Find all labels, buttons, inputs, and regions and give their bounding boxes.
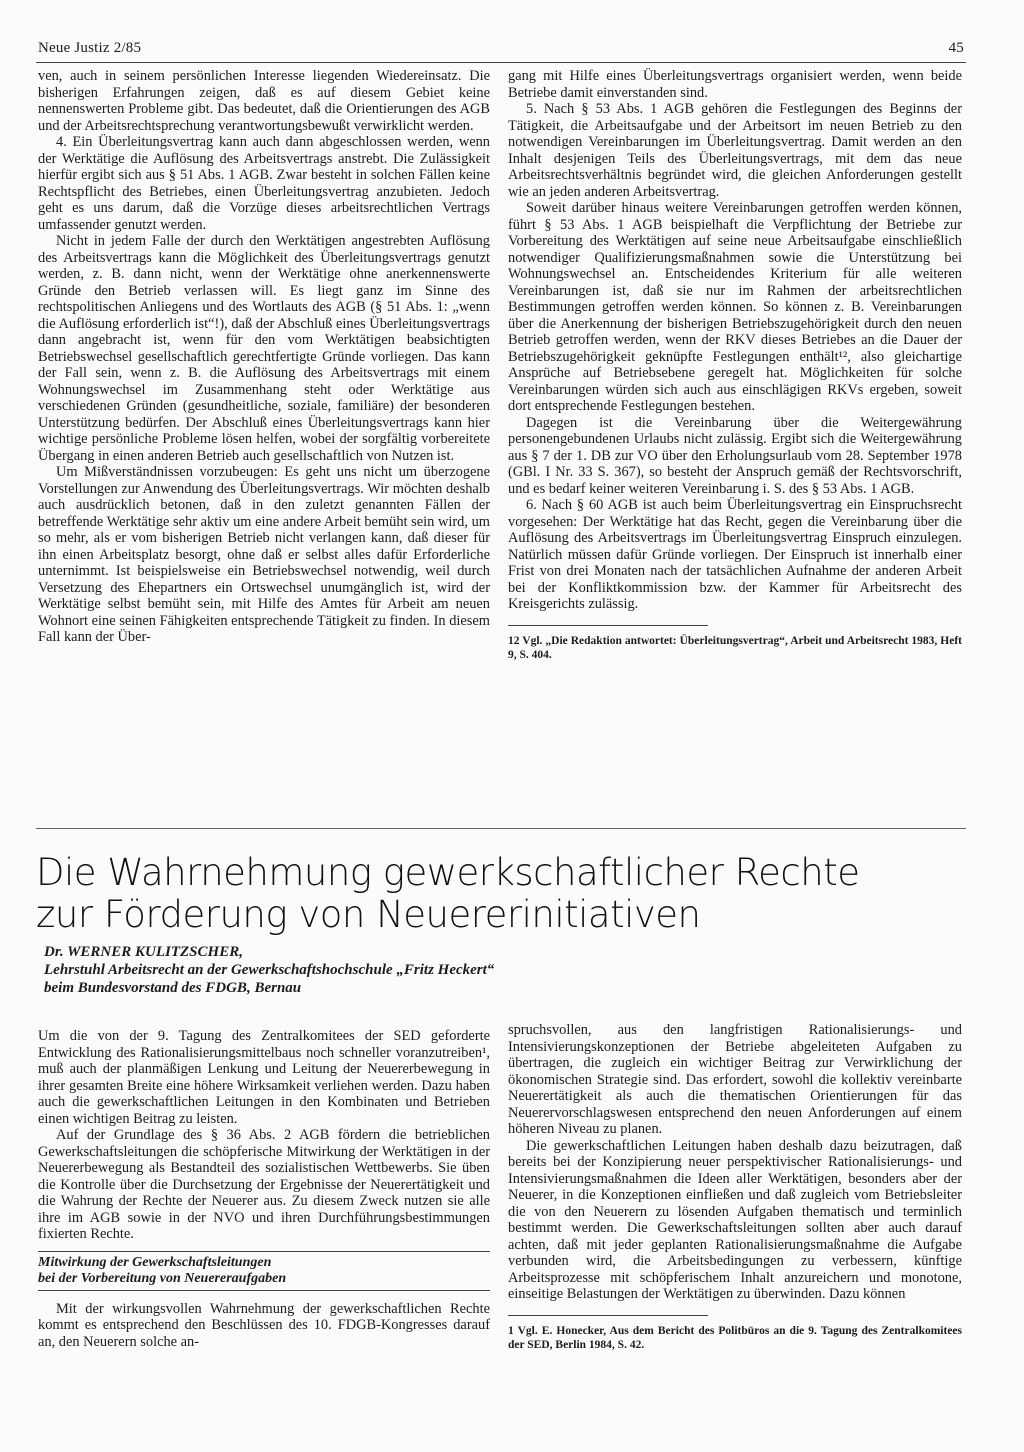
author-affiliation: beim Bundesvorstand des FDGB, Bernau: [44, 980, 302, 996]
paragraph: 5. Nach § 53 Abs. 1 AGB gehören die Festlegungen des Beginns der Tätigkeit, die Arbeitsaufgabe und der Arbeitsort im neuen Betrieb zu den notwendigen Vereinbarungen im Überleitungsvertrag. Damit werden an den Inhalt desjenigen Teils des Überleitungsvertrags, mit dem das neue Arbeitsrechtsverhältnis begründet wird, die gleichen Anforderungen gestellt wie an jeden anderen Arbeitsvertrag.: [508, 101, 962, 200]
footnote: 1 Vgl. E. Honecker, Aus dem Bericht des Politbüros an die 9. Tagung des Zentralkomitees der SED, Berlin 1984, S. 42.: [508, 1324, 962, 1351]
paragraph: Die gewerkschaftlichen Leitungen haben deshalb dazu beizutragen, daß bereits bei der Konzipierung neuer perspektivischer Rationalisierungs- und Intensivierungsmaßnahmen die Ideen aller Werktätigen, besonders aber der Neuerer, in die Konzeptionen einfließen und daß zugleich vom Betriebsleiter die von den Neuerern zu lösenden Aufgaben thematisch und terminlich bestimmt werden. Die Gewerkschaftsleitungen sollten aber auch darauf achten, daß mit jeder geplanten Rationalisierungsmaßnahme die Aufgabe verbunden wird, die Arbeitsbedingungen zu verbessern, künftige Arbeitsprozesse mit schöpferischem Inhalt anzureichern und monotone, einseitige Belastungen der Werktätigen zu überwinden. Dazu können: [508, 1137, 962, 1302]
upper-column-left: [38, 68, 490, 646]
article-column-right: [508, 1022, 962, 1352]
article-title: [36, 852, 976, 936]
paragraph: Nicht in jedem Falle der durch den Werktätigen angestrebten Auflösung des Arbeitsvertrags kann die Möglichkeit des Überleitungsvertrags genutzt werden, z. B. dann nicht, wenn der Werktätige ohne anerkennenswerte Gründe den Betrieb verlassen will. Es liegt ganz im Sinne des rechtspolitischen Anliegens und des Wortlauts des AGB (§ 51 Abs. 1: „wenn die Auflösung erforderlich ist“!), daß der Abschluß eines Überleitungsvertrags dann angebracht ist, wenn für den vom Werktätigen beabsichtigten Betriebswechsel gesellschaftlich gerechtfertigte Gründe vorliegen. Das kann der Fall sein, wenn z. B. die Auflösung des Arbeitsvertrags mit einem Wohnungswechsel im Zusammenhang steht oder Werktätige aus verschiedenen Gründen (gesundheitliche, soziale, familiäre) der besonderen Unterstützung bedürfen. Der Abschluß eines Überleitungsvertrags kann hier wichtige persönliche Probleme lösen helfen, wobei der sorgfältig vorbereitete Übergang in einen anderen Betrieb auch gesellschaftlich von Nutzen ist.: [38, 233, 490, 464]
paragraph: Soweit darüber hinaus weitere Vereinbarungen getroffen werden können, führt § 53 Abs. 1 AGB beispielhaft die Verpflichtung der Betriebe zur Vorbereitung des Werktätigen auf seine neue Arbeitsaufgabe einschließlich notwendiger Qualifizierungsmaßnahmen sowie die Unterstützung bei Wohnungswechsel an. Entscheidendes Kriterium für alle weiteren Vereinbarungen ist, daß sie nur im Rahmen der arbeitsrechtlichen Bestimmungen getroffen werden können. So können z. B. Vereinbarungen über die Anerkennung der bisherigen Betriebszugehörigkeit durch den neuen Betrieb getroffen werden, wenn der RKV dieses Betriebes an die Dauer der Betriebszugehörigkeit geknüpfte Festlegungen enthält¹², also gleichartige Ansprüche auf Betriebsebene geregelt hat. Möglichkeiten für solche Vereinbarungen würden sich auch aus einschlägigen RKVs ergeben, soweit dort entsprechende Festlegungen bestehen.: [508, 200, 962, 414]
page-number: 45: [948, 40, 964, 56]
article-title-line: zur Förderung von Neuererinitiativen: [36, 893, 701, 936]
upper-column-right: [508, 68, 962, 662]
footnote-rule: [508, 1315, 708, 1316]
subheading-line: Mitwirkung der Gewerkschaftsleitungen: [38, 1254, 272, 1270]
article-title-line: Die Wahrnehmung gewerkschaftlicher Rechte: [36, 851, 860, 894]
footnote: 12 Vgl. „Die Redaktion antwortet: Überleitungsvertrag“, Arbeit und Arbeitsrecht 1983, Heft 9, S. 404.: [508, 634, 962, 661]
header-rule: [36, 62, 966, 63]
subheading: [38, 1251, 490, 1291]
paragraph: 4. Ein Überleitungsvertrag kann auch dann abgeschlossen werden, wenn der Werktätige die Auflösung des Arbeitsvertrags anstrebt. Die Zulässigkeit hierfür ergibt sich aus § 51 Abs. 1 AGB. Zwar besteht in solchen Fällen keine Rechtspflicht des Betriebes, einen Überleitungsvertrag anzubieten. Jedoch geht es uns darum, daß die Vorzüge dieses arbeitsrechtlichen Vertrags umfassender genutzt werden.: [38, 134, 490, 233]
paragraph: spruchsvollen, aus den langfristigen Rationalisierungs- und Intensivierungskonzeptionen der Betriebe abgeleiteten Aufgaben zu übertragen, die zugleich ein wichtiger Beitrag zur Verwirklichung der ökonomischen Strategie sind. Das erfordert, sowohl die kollektiv vereinbarte Neuerertätigkeit als auch die thematischen Orientierungen für das Neuerervorschlagswesen entsprechend den neuen Anforderungen auf einem höheren Niveau zu planen.: [508, 1022, 962, 1137]
article-column-left: [38, 1028, 490, 1350]
author-affiliation: Lehrstuhl Arbeitsrecht an der Gewerkschaftshochschule „Fritz Heckert“: [44, 962, 495, 978]
subheading-line: bei der Vorbereitung von Neuereraufgaben: [38, 1270, 287, 1286]
paragraph: Um Mißverständnissen vorzubeugen: Es geht uns nicht um überzogene Vorstellungen zur Anwendung des Überleitungsvertrags. Wir möchten deshalb auch ausdrücklich betonen, daß in den zuletzt genannten Fällen der betreffende Werktätige sehr aktiv um eine andere Arbeit bemüht sein wird, um so mehr, als er vom bisherigen Betrieb nicht verlangen kann, daß dieser für ihn einen Arbeitsplatz besorgt, ohne daß er selbst alles dafür Erforderliche unternimmt. Ist beispielsweise ein Betriebswechsel notwendig, weil durch Versetzung des Ehepartners ein Ortswechsel unumgänglich ist, wird der Werktätige selbst bemüht sein, mit Hilfe des Amtes für Arbeit am neuen Wohnort eine seinen Fähigkeiten entsprechende Tätigkeit zu finden. In diesem Fall kann der Über-: [38, 464, 490, 645]
journal-header: Neue Justiz 2/85: [38, 40, 142, 56]
author-block: [44, 943, 984, 997]
author-name: Dr. WERNER KULITZSCHER,: [44, 944, 243, 960]
paragraph: Mit der wirkungsvollen Wahrnehmung der gewerkschaftlichen Rechte kommt es entsprechend den Beschlüssen des 10. FDGB-Kongresses darauf an, den Neuerern solche an-: [38, 1300, 490, 1350]
footnote-rule: [508, 625, 708, 626]
section-divider: [36, 828, 966, 829]
paragraph: Um die von der 9. Tagung des Zentralkomitees der SED geforderte Entwicklung des Rationalisierungsmittelbaus noch schneller voranzutreiben¹, muß auch der planmäßigen Lenkung und Leitung der Neuererbewegung in ihrer gesamten Breite eine höhere Wirksamkeit verliehen werden. Dazu haben auch die gewerkschaftlichen Leitungen in den Kombinaten und Betrieben einen wichtigen Beitrag zu leisten.: [38, 1028, 490, 1127]
paragraph: Auf der Grundlage des § 36 Abs. 2 AGB fördern die betrieblichen Gewerkschaftsleitungen die schöpferische Mitwirkung der Werktätigen in der Neuererbewegung als Bestandteil des sozialistischen Wettbewerbs. Sie üben die Kontrolle über die Durchsetzung der Ergebnisse der Neuerertätigkeit und die Wahrung der Rechte der Neuerer aus. Zu diesem Zweck nutzen sie alle ihre im AGB sowie in der NVO und ihren Durchführungsbestimmungen fixierten Rechte.: [38, 1127, 490, 1242]
paragraph: Dagegen ist die Vereinbarung über die Weitergewährung personengebundenen Urlaubs nicht zulässig. Ergibt sich die Weitergewährung aus § 7 der 1. DB zur VO über den Erholungsurlaub vom 28. September 1978 (GBl. I Nr. 33 S. 367), so besteht der Anspruch gemäß der Rechtsvorschrift, und es bedarf keiner weiteren Vereinbarung i. S. des § 53 Abs. 1 AGB.: [508, 414, 962, 497]
paragraph: gang mit Hilfe eines Überleitungsvertrags organisiert werden, wenn beide Betriebe damit einverstanden sind.: [508, 68, 962, 101]
paragraph: ven, auch in seinem persönlichen Interesse liegenden Wiedereinsatz. Die bisherigen Erfahrungen zeigen, daß es auf diesem Gebiet keine nennenswerten Probleme gibt. Das bedeutet, daß die Orientierungen des AGB und der Arbeitsrechtsprechung verantwortungsbewußt verwirklicht werden.: [38, 68, 490, 134]
paragraph: 6. Nach § 60 AGB ist auch beim Überleitungsvertrag ein Einspruchsrecht vorgesehen: Der Werktätige hat das Recht, gegen die Vereinbarung über die Auflösung des Arbeitsvertrags im Überleitungsvertrag Einspruch einzulegen. Natürlich müssen dafür Gründe vorliegen. Der Einspruch ist innerhalb einer Frist von drei Monaten nach der tatsächlichen Aufnahme der anderen Arbeit bei der Konfliktkommission bzw. der Kammer für Arbeitsrecht des Kreisgerichts zulässig.: [508, 497, 962, 612]
